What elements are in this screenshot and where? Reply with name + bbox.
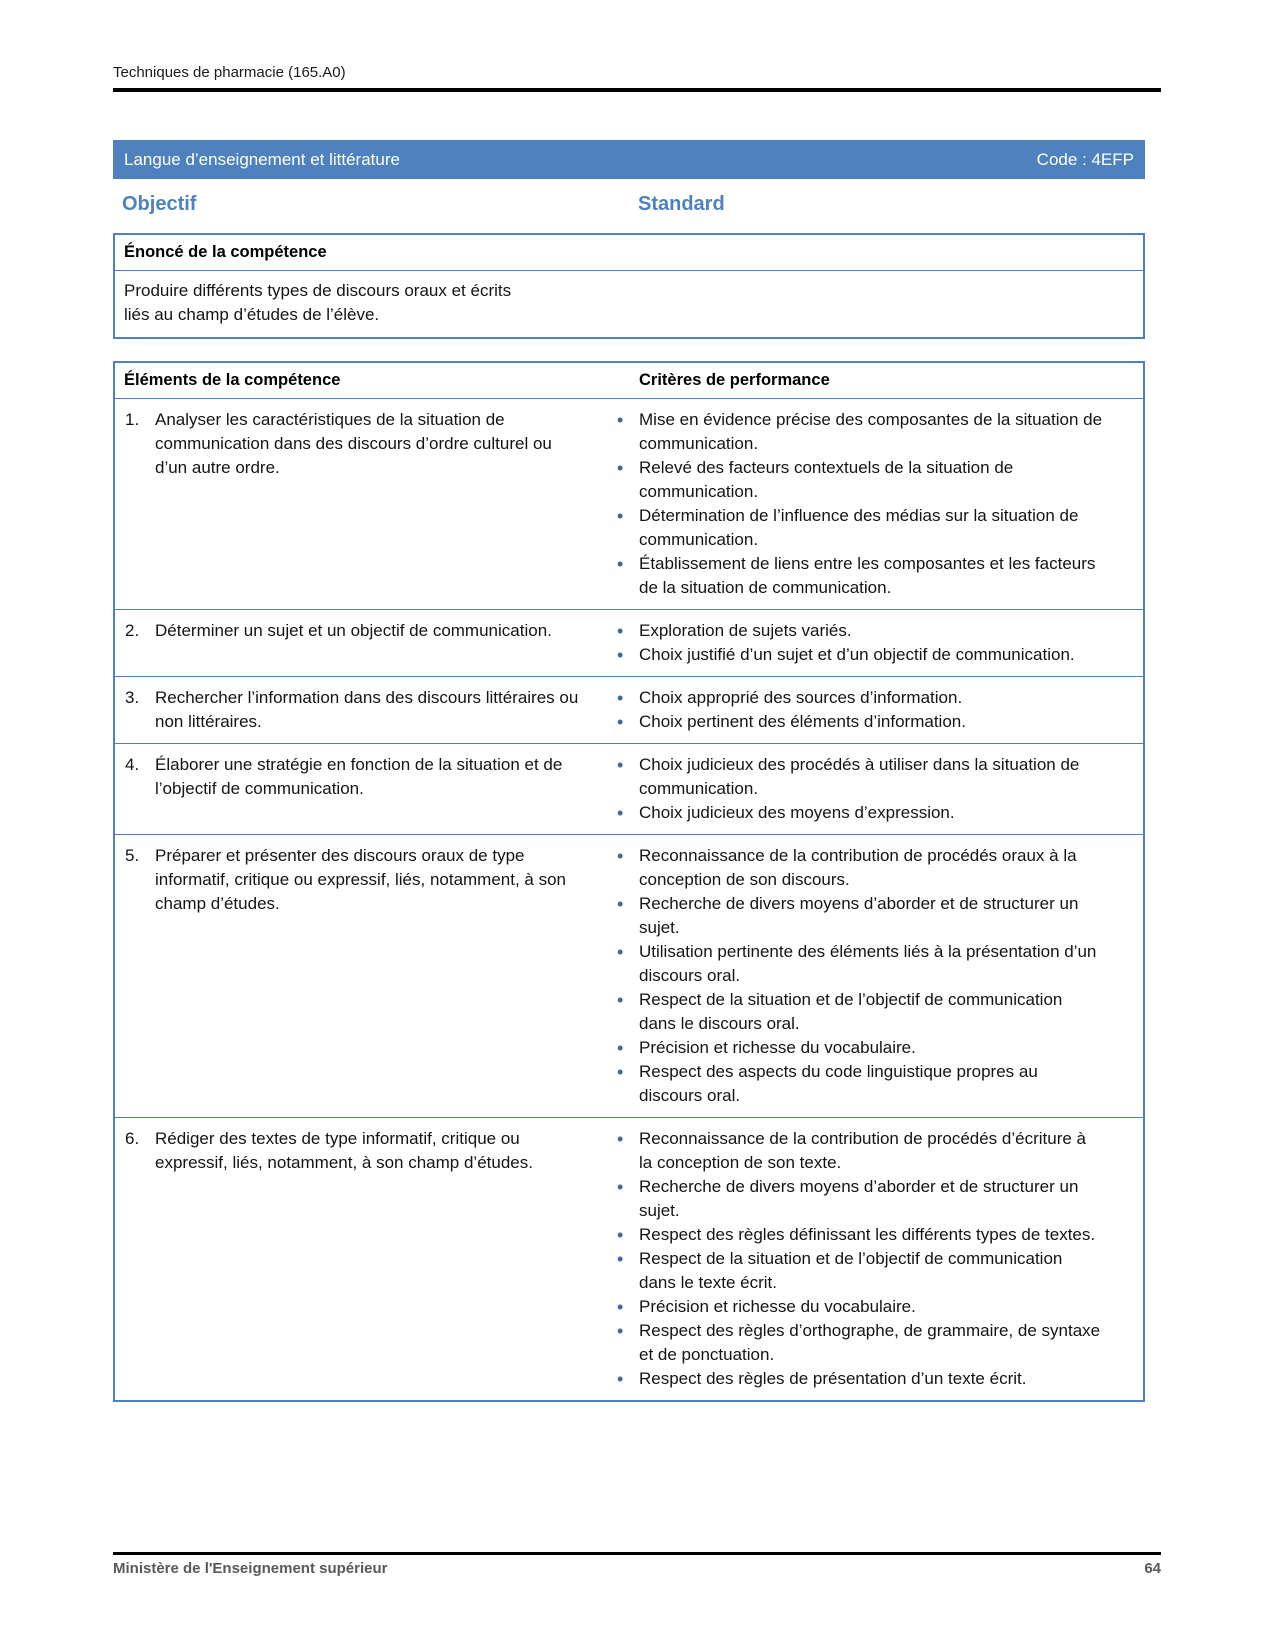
- criterion-text: Exploration de sujets variés.: [639, 621, 852, 640]
- criterion-item: [610, 1127, 1143, 1175]
- element-number: 4.: [125, 755, 140, 774]
- bullet-icon: •: [617, 755, 624, 775]
- table-row: [115, 1117, 1143, 1400]
- banner-title: Langue d’enseignement et littérature: [124, 150, 400, 169]
- criterion-item: [610, 1295, 1143, 1319]
- section-headings: [113, 193, 1145, 216]
- criterion-text: Choix pertinent des éléments d’information.: [639, 712, 966, 731]
- criterion-text: Relevé des facteurs contextuels de la situation de communication.: [639, 458, 1014, 501]
- enonce-box: [113, 233, 1145, 339]
- enonce-body-line: liés au champ d’études de l’élève.: [124, 305, 380, 324]
- enonce-title: Énoncé de la compétence: [115, 235, 1143, 271]
- criterion-text: Respect des règles définissant les différents types de textes.: [639, 1225, 1096, 1244]
- table-header-row: [115, 363, 1143, 398]
- bullet-icon: •: [617, 688, 624, 708]
- table-row: [115, 834, 1143, 1117]
- criterion-text: Respect des règles de présentation d’un texte écrit.: [639, 1369, 1027, 1388]
- column-header-criteres: Critères de performance: [639, 371, 830, 389]
- criterion-item: [610, 801, 1143, 825]
- bullet-icon: •: [617, 1062, 624, 1082]
- criterion-item: [610, 844, 1143, 892]
- criterion-item: [610, 988, 1143, 1036]
- page-footer: [113, 1552, 1161, 1577]
- bullet-icon: •: [617, 410, 624, 430]
- element-text: Rédiger des textes de type informatif, critique ou expressif, liés, notamment, à son champ d’études.: [155, 1129, 533, 1172]
- running-header-text: Techniques de pharmacie (165.A0): [113, 64, 346, 81]
- bullet-icon: •: [617, 846, 624, 866]
- element-number: 2.: [125, 621, 140, 640]
- element-cell: [115, 399, 610, 609]
- criteria-cell: [610, 744, 1143, 834]
- criterion-text: Respect de la situation et de l’objectif de communication dans le discours oral.: [639, 990, 1063, 1033]
- element-cell: [115, 677, 610, 743]
- criterion-text: Respect de la situation et de l’objectif de communication dans le texte écrit.: [639, 1249, 1063, 1292]
- bullet-icon: •: [617, 1177, 624, 1197]
- criterion-text: Choix approprié des sources d’information.: [639, 688, 963, 707]
- criterion-item: [610, 456, 1143, 504]
- bullet-icon: •: [617, 1297, 624, 1317]
- element-cell: [115, 1118, 610, 1400]
- criterion-text: Choix justifié d’un sujet et d’un objectif de communication.: [639, 645, 1075, 664]
- enonce-body: [115, 271, 1143, 337]
- element-text: Rechercher l’information dans des discours littéraires ou non littéraires.: [155, 688, 579, 731]
- criterion-item: [610, 710, 1143, 734]
- bullet-icon: •: [617, 458, 624, 478]
- criterion-item: [610, 552, 1143, 600]
- criterion-text: Utilisation pertinente des éléments liés à la présentation d’un discours oral.: [639, 942, 1097, 985]
- criteria-cell: [610, 835, 1143, 1117]
- criterion-item: [610, 1175, 1143, 1223]
- criteria-cell: [610, 677, 1143, 743]
- table-body: [115, 398, 1143, 1400]
- criterion-text: Précision et richesse du vocabulaire.: [639, 1038, 916, 1057]
- bullet-icon: •: [617, 1249, 624, 1269]
- enonce-body-line: Produire différents types de discours oraux et écrits: [124, 281, 512, 300]
- running-header: [113, 64, 1145, 81]
- criterion-item: [610, 408, 1143, 456]
- standard-heading: Standard: [638, 193, 725, 215]
- bullet-icon: •: [617, 803, 624, 823]
- table-row: [115, 676, 1143, 743]
- criterion-item: [610, 619, 1143, 643]
- competence-table: [113, 361, 1145, 1402]
- criterion-item: [610, 753, 1143, 801]
- criterion-text: Choix judicieux des moyens d’expression.: [639, 803, 955, 822]
- criterion-text: Respect des aspects du code linguistique propres au discours oral.: [639, 1062, 1038, 1105]
- criterion-item: [610, 504, 1143, 552]
- criterion-item: [610, 892, 1143, 940]
- bullet-icon: •: [617, 1321, 624, 1341]
- bullet-icon: •: [617, 712, 624, 732]
- criterion-text: Reconnaissance de la contribution de procédés d’écriture à la conception de son texte.: [639, 1129, 1086, 1172]
- criterion-item: [610, 1319, 1143, 1367]
- criterion-text: Précision et richesse du vocabulaire.: [639, 1297, 916, 1316]
- header-rule: [113, 88, 1161, 92]
- bullet-icon: •: [617, 621, 624, 641]
- column-header-elements: Éléments de la compétence: [124, 371, 341, 389]
- bullet-icon: •: [617, 990, 624, 1010]
- footer-ministry: Ministère de l'Enseignement supérieur: [113, 1560, 388, 1577]
- footer-page-number: 64: [1144, 1560, 1161, 1577]
- element-text: Analyser les caractéristiques de la situation de communication dans des discours d’ordre culturel ou d’un autre ordre.: [155, 410, 552, 477]
- element-number: 1.: [125, 410, 140, 429]
- criterion-text: Recherche de divers moyens d’aborder et de structurer un sujet.: [639, 1177, 1079, 1220]
- criterion-item: [610, 1223, 1143, 1247]
- element-text: Préparer et présenter des discours oraux de type informatif, critique ou expressif, liés, notamment, à son champ d’études.: [155, 846, 567, 913]
- criterion-text: Respect des règles d’orthographe, de grammaire, de syntaxe et de ponctuation.: [639, 1321, 1101, 1364]
- criterion-item: [610, 1247, 1143, 1295]
- bullet-icon: •: [617, 942, 624, 962]
- criterion-text: Mise en évidence précise des composantes de la situation de communication.: [639, 410, 1103, 453]
- banner-code: Code : 4EFP: [1036, 150, 1134, 169]
- element-text: Déterminer un sujet et un objectif de communication.: [155, 621, 552, 640]
- criterion-item: [610, 1036, 1143, 1060]
- bullet-icon: •: [617, 1225, 624, 1245]
- criterion-item: [610, 940, 1143, 988]
- criteria-cell: [610, 1118, 1143, 1400]
- bullet-icon: •: [617, 1369, 624, 1389]
- bullet-icon: •: [617, 1129, 624, 1149]
- table-row: [115, 609, 1143, 676]
- criterion-item: [610, 643, 1143, 667]
- objectif-heading: Objectif: [122, 193, 197, 215]
- course-banner: [113, 140, 1145, 179]
- criteria-cell: [610, 399, 1143, 609]
- element-cell: [115, 835, 610, 1117]
- criterion-item: [610, 1060, 1143, 1108]
- bullet-icon: •: [617, 554, 624, 574]
- element-text: Élaborer une stratégie en fonction de la situation et de l’objectif de communication.: [155, 755, 563, 798]
- criterion-text: Détermination de l’influence des médias sur la situation de communication.: [639, 506, 1079, 549]
- element-number: 6.: [125, 1129, 140, 1148]
- element-number: 5.: [125, 846, 140, 865]
- criterion-text: Reconnaissance de la contribution de procédés oraux à la conception de son discours.: [639, 846, 1077, 889]
- document-page: [113, 0, 1145, 1402]
- bullet-icon: •: [617, 506, 624, 526]
- footer-rule: [113, 1552, 1161, 1555]
- table-row: [115, 743, 1143, 834]
- criterion-item: [610, 1367, 1143, 1391]
- bullet-icon: •: [617, 894, 624, 914]
- criterion-text: Recherche de divers moyens d’aborder et de structurer un sujet.: [639, 894, 1079, 937]
- criterion-text: Établissement de liens entre les composantes et les facteurs de la situation de communication.: [639, 554, 1096, 597]
- criterion-item: [610, 686, 1143, 710]
- bullet-icon: •: [617, 645, 624, 665]
- element-cell: [115, 610, 610, 676]
- element-number: 3.: [125, 688, 140, 707]
- criterion-text: Choix judicieux des procédés à utiliser dans la situation de communication.: [639, 755, 1080, 798]
- criteria-cell: [610, 610, 1143, 676]
- table-row: [115, 398, 1143, 609]
- bullet-icon: •: [617, 1038, 624, 1058]
- element-cell: [115, 744, 610, 834]
